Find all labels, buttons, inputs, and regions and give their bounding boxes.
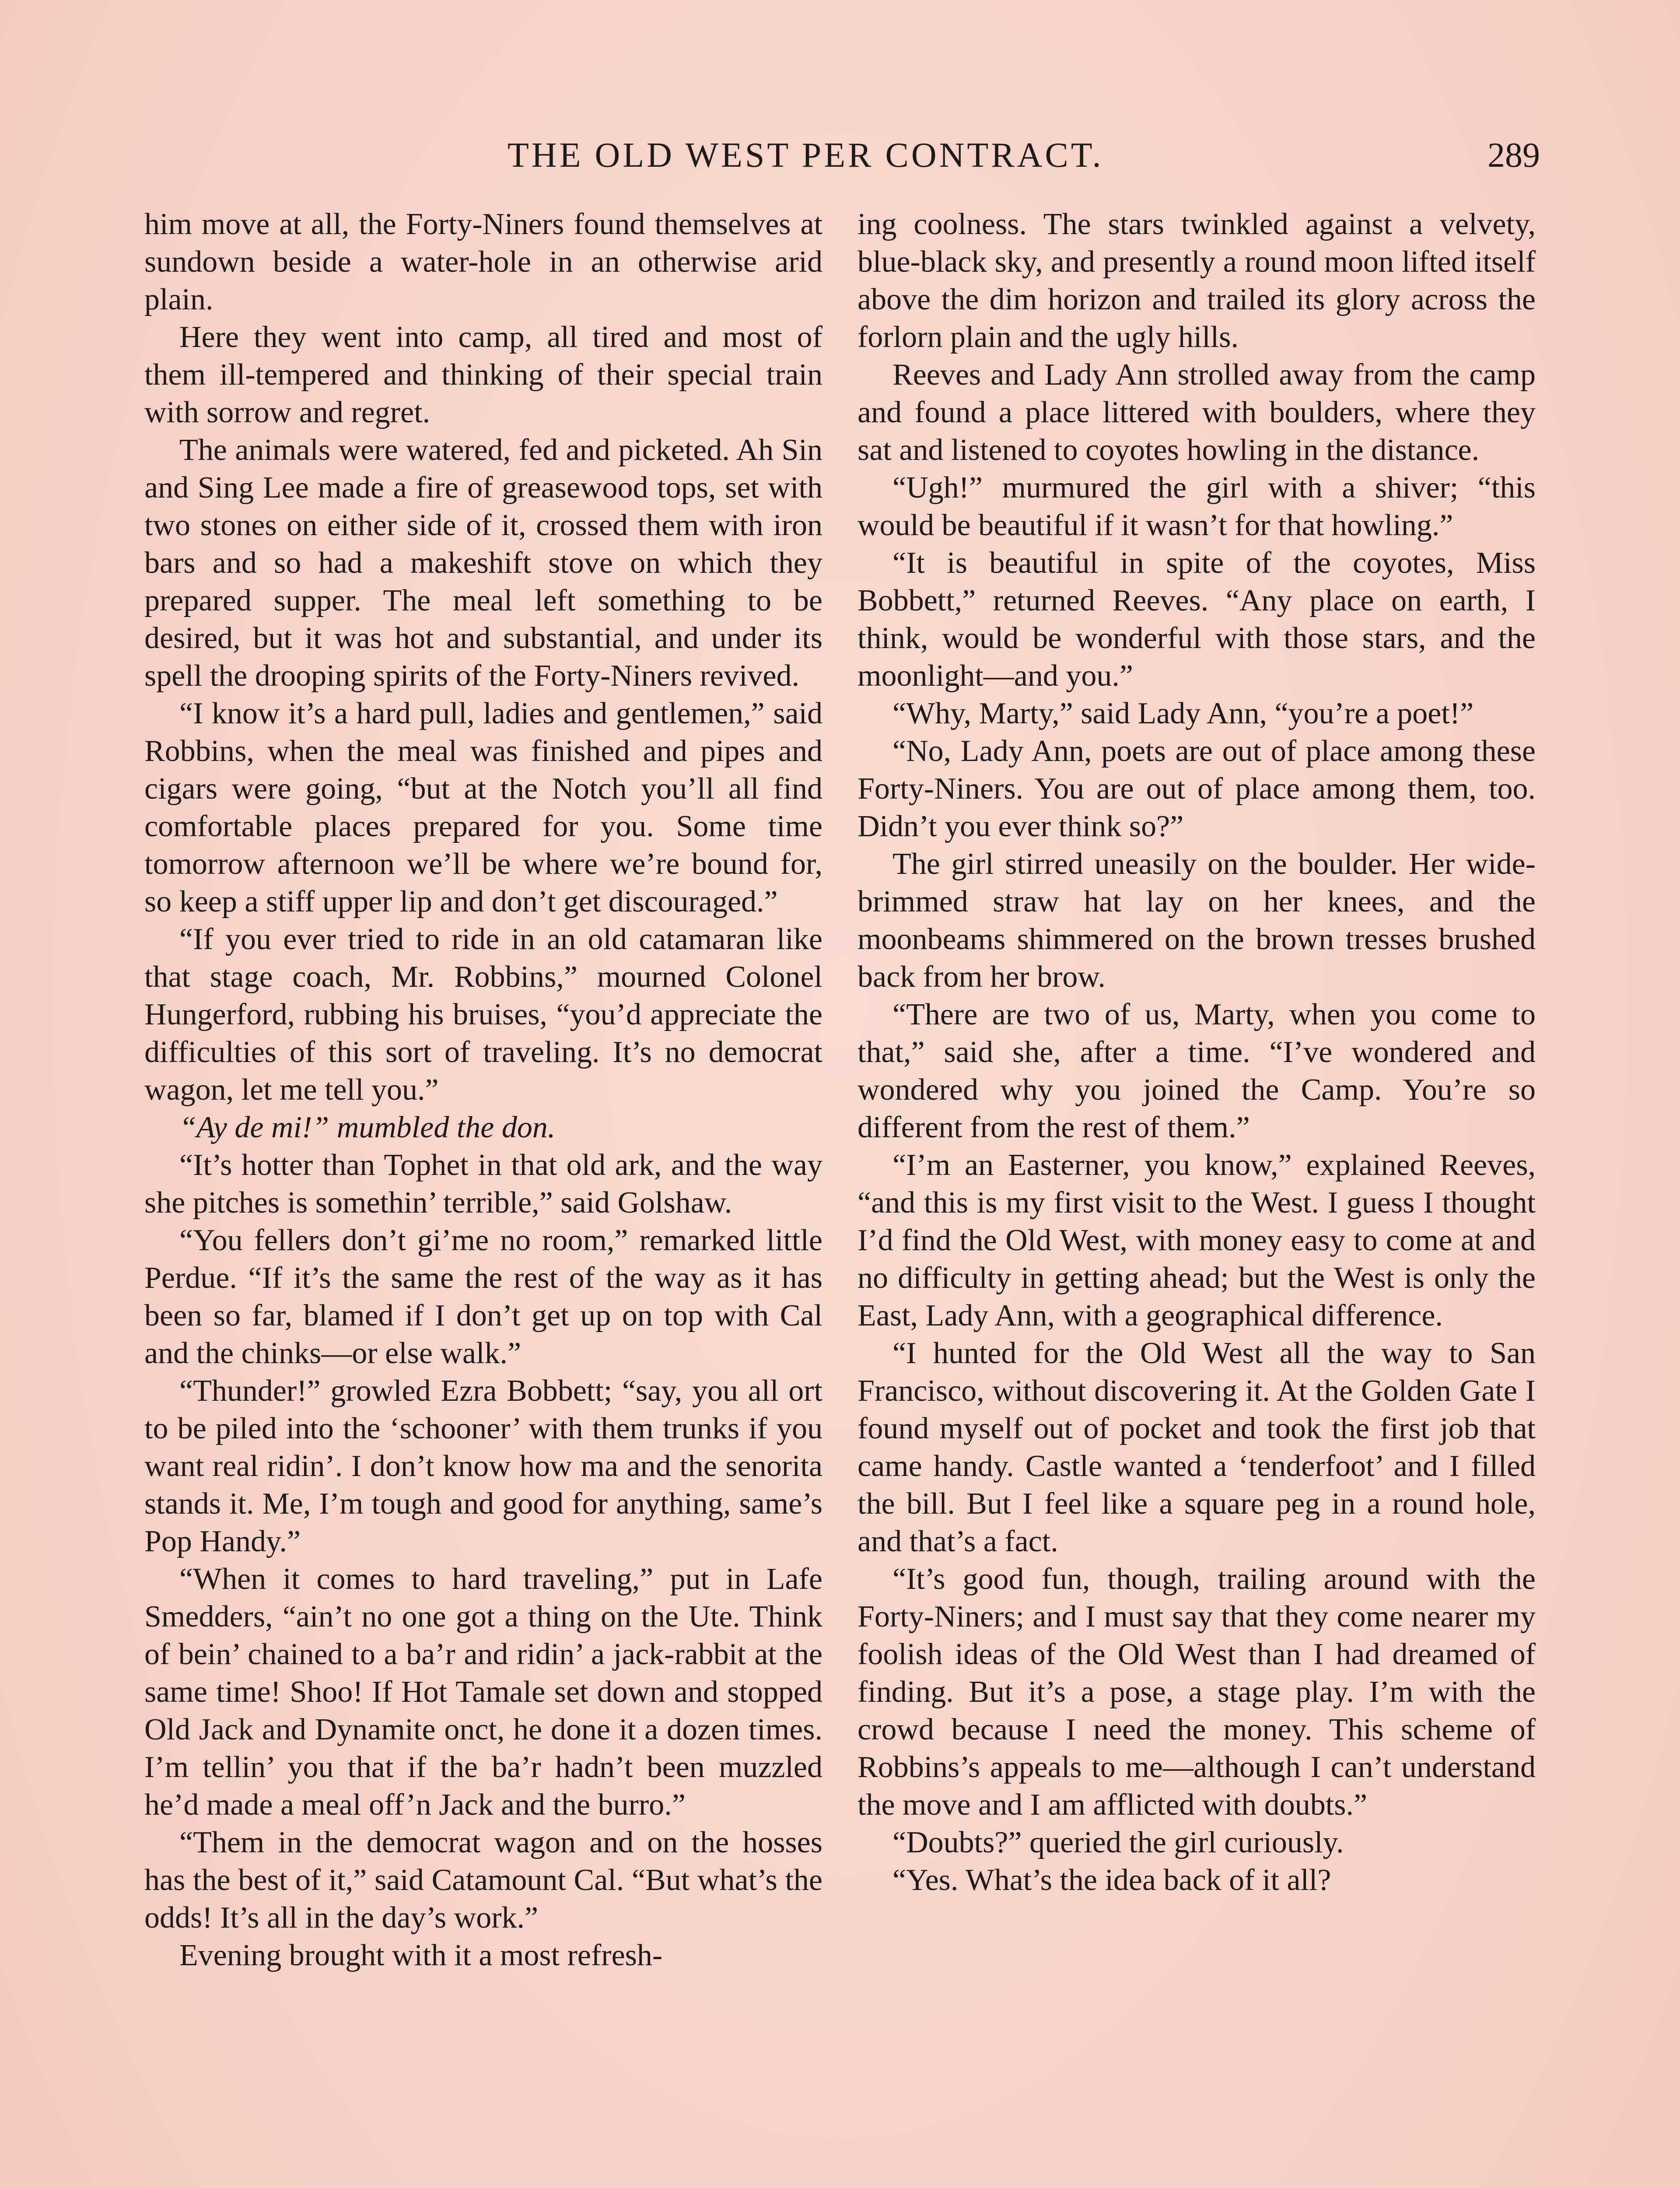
paragraph: “No, Lady Ann, poets are out of place among these Forty-Niners. You are out of place among them, too. Didn’t you ever think so?” [858, 734, 1536, 843]
paragraph: “Them in the democrat wagon and on the hosses has the best of it,” said Catamount Cal. “But what’s the odds! It’s all in the day’s work.” [144, 1826, 822, 1935]
running-head: THE OLD WEST PER CONTRACT. [508, 136, 1104, 175]
right-column [858, 206, 1536, 1899]
italic-exclamation: “Ay de mi!” mumbled the don. [179, 1111, 556, 1144]
page-header [144, 131, 1540, 179]
paragraph: “When it comes to hard traveling,” put in Lafe Smedders, “ain’t no one got a thing on the Ute. Think of bein’ chained to a ba’r and ridin’ a jack-rabbit at the same time! Shoo! If Hot Tamale set down and stopped Old Jack and Dynamite onct, he done it a dozen times. I’m tellin’ you that if the ba’r hadn’t been muzzled he’d made a meal off’n Jack and the burro.” [144, 1562, 822, 1822]
paragraph: “I’m an Easterner, you know,” explained Reeves, “and this is my first visit to the West. I guess I thought I’d find the Old West, with money easy to come at and no difficulty in getting ahead; but the West is only the East, Lady Ann, with a geographical difference. [858, 1148, 1536, 1332]
paragraph: “I hunted for the Old West all the way to San Francisco, without discovering it. At the Golden Gate I found myself out of pocket and took the first job that came handy. Castle wanted a ‘tenderfoot’ and I filled the bill. But I feel like a square peg in a round hole, and that’s a fact. [858, 1336, 1536, 1558]
paragraph: “Doubts?” queried the girl curiously. [892, 1826, 1344, 1859]
paragraph: “You fellers don’t gi’me no room,” remarked little Perdue. “If it’s the same the rest of the way as it has been so far, blamed if I don’t get up on top with Cal and the chinks—or else walk.” [144, 1224, 822, 1370]
paragraph: The animals were watered, fed and picketed. Ah Sin and Sing Lee made a fire of greasewood tops, set with two stones on either side of it, crossed them with iron bars and so had a makeshift stove on which they prepared supper. The meal left something to be desired, but it was hot and substantial, and under its spell the drooping spirits of the Forty-Niners revived. [144, 433, 822, 693]
paragraph: “Ugh!” murmured the girl with a shiver; “this would be beautiful if it wasn’t for that howling.” [858, 471, 1536, 542]
paragraph: “Why, Marty,” said Lady Ann, “you’re a poet!” [892, 697, 1474, 730]
paragraph: “It is beautiful in spite of the coyotes, Miss Bobbett,” returned Reeves. “Any place on earth, I think, would be wonderful with those stars, and the moonlight—and you.” [858, 546, 1536, 693]
paragraph: Reeves and Lady Ann strolled away from the camp and found a place littered with boulders, where they sat and listened to coyotes howling in the distance. [858, 358, 1536, 467]
paragraph: Here they went into camp, all tired and most of them ill-tempered and thinking of their special train with sorrow and regret. [144, 320, 822, 429]
paragraph: him move at all, the Forty-Niners found themselves at sundown beside a water-hole in an otherwise arid plain. [144, 207, 822, 316]
paragraph: ing coolness. The stars twinkled against a velvety, blue-black sky, and presently a round moon lifted itself above the dim horizon and trailed its glory across the forlorn plain and the ugly hills. [858, 207, 1536, 354]
paragraph [144, 1109, 822, 1147]
paragraph: The girl stirred uneasily on the boulder. Her wide-brimmed straw hat lay on her knees, and the moonbeams shimmered on the brown tresses brushed back from her brow. [858, 847, 1536, 994]
left-column [144, 206, 822, 1974]
paragraph: Evening brought with it a most refresh- [179, 1939, 663, 1972]
paragraph: “Yes. What’s the idea back of it all? [892, 1863, 1331, 1897]
page-number: 289 [1488, 136, 1540, 175]
paragraph: “It’s good fun, though, trailing around with the Forty-Niners; and I must say that they come nearer my foolish ideas of the Old West than I had dreamed of finding. But it’s a pose, a stage play. I’m with the crowd because I need the money. This scheme of Robbins’s appeals to me—although I can’t understand the move and I am afflicted with doubts.” [858, 1562, 1536, 1822]
paragraph: “It’s hotter than Tophet in that old ark, and the way she pitches is somethin’ terrible,” said Golshaw. [144, 1148, 822, 1220]
paragraph: “Thunder!” growled Ezra Bobbett; “say, you all ort to be piled into the ‘schooner’ with them trunks if you want real ridin’. I don’t know how ma and the senorita stands it. Me, I’m tough and good for anything, same’s Pop Handy.” [144, 1374, 822, 1558]
paragraph: “If you ever tried to ride in an old catamaran like that stage coach, Mr. Robbins,” mourned Colonel Hungerford, rubbing his bruises, “you’d appreciate the difficulties of this sort of traveling. It’s no democrat wagon, let me tell you.” [144, 922, 822, 1107]
paragraph: “I know it’s a hard pull, ladies and gentlemen,” said Robbins, when the meal was finished and pipes and cigars were going, “but at the Notch you’ll all find comfortable places prepared for you. Some time tomorrow afternoon we’ll be where we’re bound for, so keep a stiff upper lip and don’t get discouraged.” [144, 697, 822, 919]
paragraph: “There are two of us, Marty, when you come to that,” said she, after a time. “I’ve wondered and wondered why you joined the Camp. You’re so different from the rest of them.” [858, 998, 1536, 1144]
